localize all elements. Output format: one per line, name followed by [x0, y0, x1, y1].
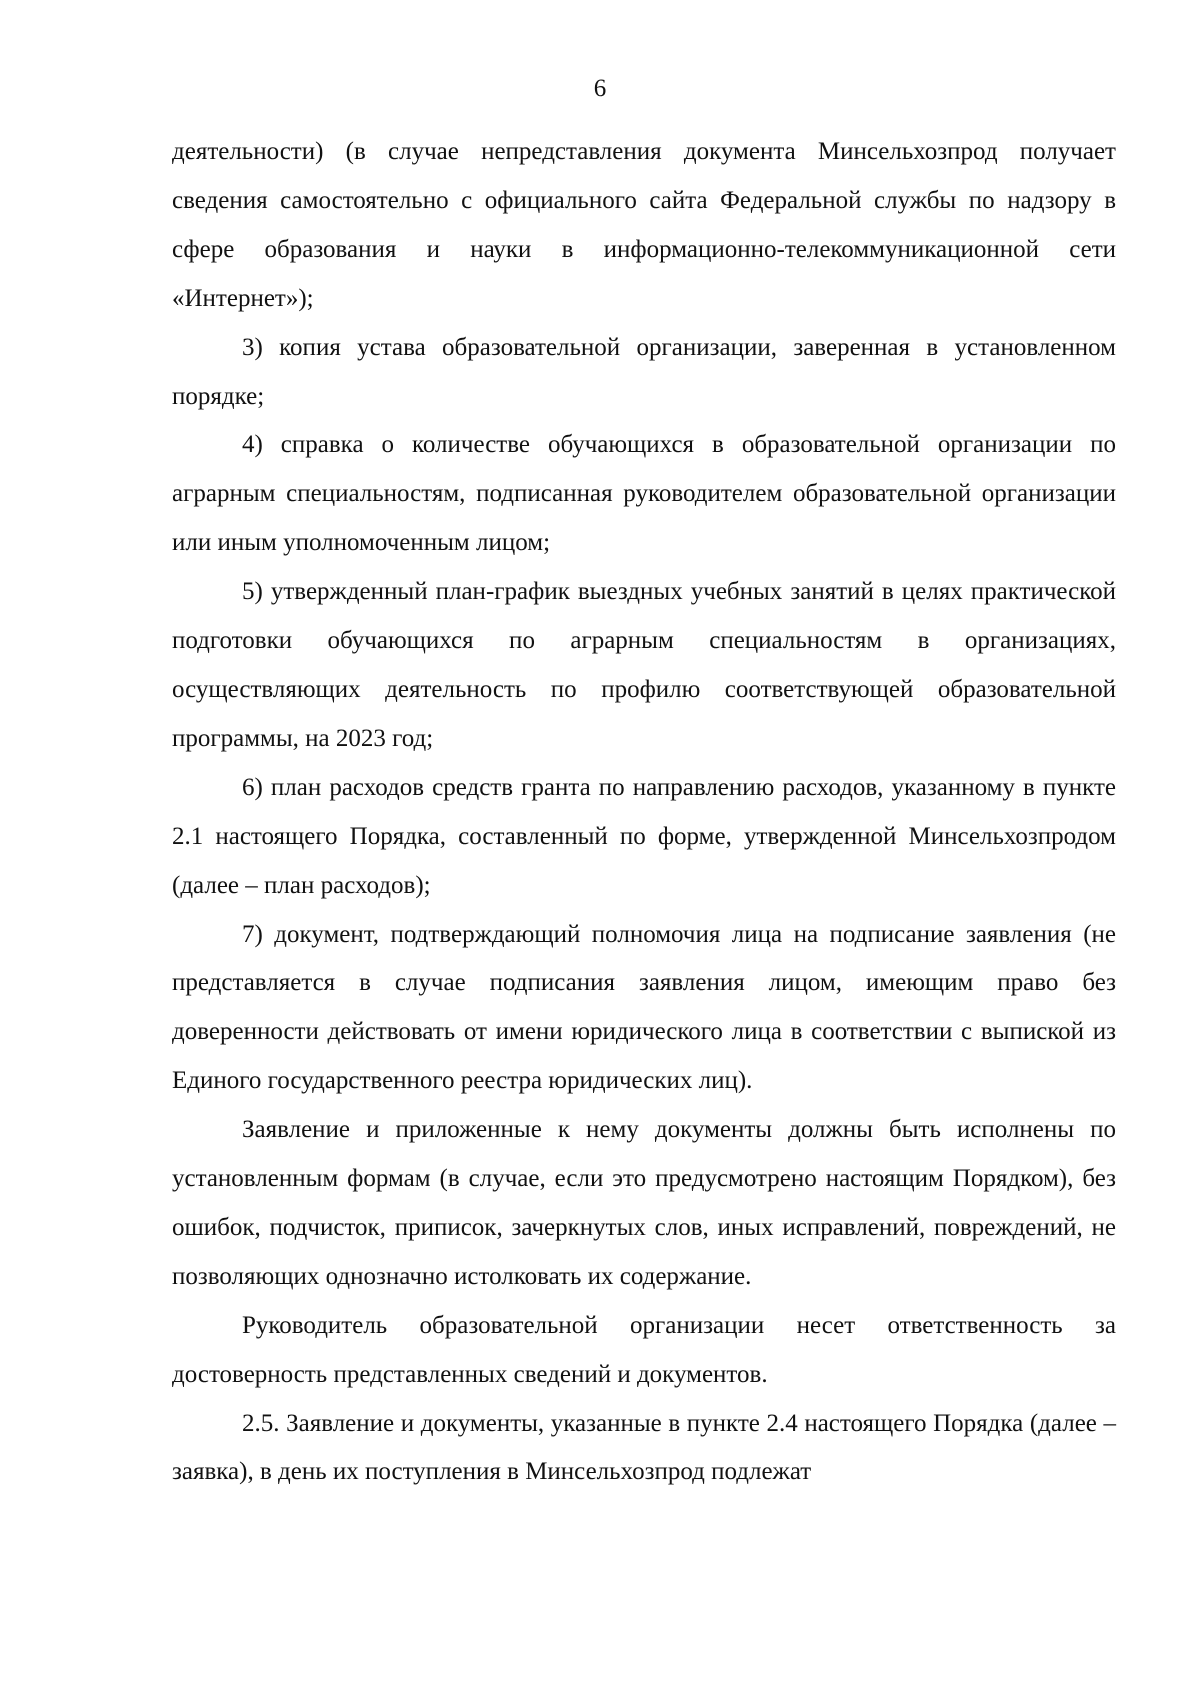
paragraph-item-4: 4) справка о количестве обучающихся в образовательной организации по аграрным специальностям, подписанная руководителем образовательной организации или иным уполномоченным лицом; [172, 431, 1116, 557]
paragraph-item-5: 5) утвержденный план-график выездных учебных занятий в целях практической подготовки обучающихся по аграрным специальностям в организациях, осуществляющих деятельность по профилю соответствующей образовательной программы, на 2023 год; [172, 578, 1116, 752]
paragraph-forms-requirements: Заявление и приложенные к нему документы должны быть исполнены по установленным формам (в случае, если это предусмотрено настоящим Порядком), без ошибок, подчисток, приписок, зачеркнутых слов, иных исправлений, повреждений, не позволяющих однозначно истолковать их содержание. [172, 1116, 1116, 1290]
paragraph-continuation: деятельности) (в случае непредставления документа Минсельхозпрод получает сведения самостоятельно с официального сайта Федеральной службы по надзору в сфере образования и науки в информационно-телекоммуникационной сети «Интернет»); [172, 138, 1116, 312]
page-number: 6 [593, 75, 607, 102]
document-body [172, 128, 1116, 1497]
paragraph-responsibility: Руководитель образовательной организации несет ответственность за достоверность представленных сведений и документов. [172, 1311, 1116, 1388]
paragraph-item-6: 6) план расходов средств гранта по направлению расходов, указанному в пункте 2.1 настоящего Порядка, составленный по форме, утвержденной Минсельхозпродом (далее – план расходов); [172, 773, 1116, 899]
paragraph-section-2-5: 2.5. Заявление и документы, указанные в пункте 2.4 настоящего Порядка (далее – заявка), в день их поступления в Минсельхозпрод подлежат [172, 1409, 1116, 1486]
paragraph-item-3: 3) копия устава образовательной организации, заверенная в установленном порядке; [172, 333, 1116, 410]
paragraph-item-7: 7) документ, подтверждающий полномочия лица на подписание заявления (не представляется в случае подписания заявления лицом, имеющим право без доверенности действовать от имени юридического лица в соответствии с выпиской из Единого государственного реестра юридических лиц). [172, 920, 1116, 1095]
